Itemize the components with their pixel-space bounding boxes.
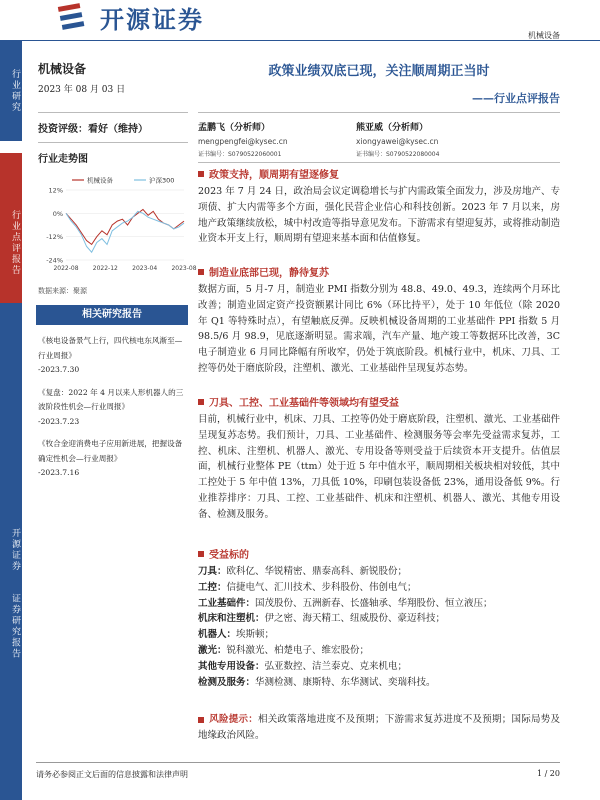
beneficiary-row xyxy=(198,611,560,627)
section-beneficiary-sectors xyxy=(198,394,560,523)
section-body: 目前，机械行业中，机床、刀具、工控等仍处于磨底阶段，注塑机、激光、工业基础件呈现复苏态势。我们预计，刀具、工业基础件、检测服务等会率先受益需求复苏，工控、机床、注塑机、机器人、激光、专用设备等则受益于后续资本开支提升。估值层面，机械行业整体 PE（ttm）处于近 5 年中值水平，顺周期相关板块相对较低，其中工控处于 5 年中值 13%，刀具低 10%，印刷包装设备低 23%，通用设备低 9%。行业推荐排序：刀具、工控、工业基础件、机床和注塑机、机器人、激光、其他专用设备、检测及服务。 xyxy=(198,414,560,520)
analyst-email[interactable]: mengpengfei@kysec.cn xyxy=(198,137,288,146)
beneficiary-row xyxy=(198,643,560,659)
header-divider xyxy=(0,40,600,41)
risk-body: 相关政策落地进度不及预期；下游需求复苏进度不及预期；国际局势及地缘政治风险。 xyxy=(198,714,560,741)
trend-chart-title: 行业走势图 xyxy=(38,154,88,165)
trend-chart-svg xyxy=(36,172,197,282)
beneficiary-stocks: 欧科亿、华锐精密、鼎泰高科、新锐股份； xyxy=(226,566,408,577)
beneficiary-row xyxy=(198,627,560,643)
footer-divider xyxy=(36,762,560,763)
report-title: 政策业绩双底已现，关注顺周期正当时 xyxy=(268,64,490,79)
section-beneficiary-stocks xyxy=(198,546,560,690)
legend-label: 机械设备 xyxy=(87,176,113,185)
related-report-date: -2023.7.23 xyxy=(38,416,80,426)
section-heading xyxy=(198,394,560,409)
section-heading xyxy=(198,546,560,561)
industry-name: 机械设备 xyxy=(38,62,87,76)
logo-text: 开源证券 xyxy=(100,5,204,34)
related-report-title[interactable]: 《复盘：2022 年 4 月以来人形机器人的三波阶段性机会—行业周报》 xyxy=(38,387,184,411)
section-risk xyxy=(198,712,560,744)
brand-logo xyxy=(56,0,204,34)
beneficiary-row xyxy=(198,564,560,580)
related-report-title[interactable]: 《核电设备景气上行，四代核电东风渐至—行业周报》 xyxy=(38,336,183,360)
analyst-name: 孟鹏飞（分析师） xyxy=(198,123,271,133)
related-research-header: 相关研究报告 xyxy=(36,305,188,325)
investment-rating: 投资评级：看好（维持） xyxy=(38,124,148,135)
bullet-square-icon xyxy=(198,269,204,275)
side-label-industry-research: 行业研究 xyxy=(0,41,22,141)
y-tick-label: 12% xyxy=(48,186,63,195)
analyst-cert: 证书编号：S0790522060001 xyxy=(198,151,282,158)
analyst-card xyxy=(198,120,338,158)
risk-text xyxy=(198,712,560,744)
section-policy xyxy=(198,166,560,247)
series-line-csi300 xyxy=(66,211,184,252)
section-heading-text: 刀具、工控、工业基础件等领域均有望受益 xyxy=(209,398,399,409)
side-label-brand xyxy=(0,303,22,800)
logo-mark-icon xyxy=(56,2,94,32)
beneficiary-category: 刀具： xyxy=(198,566,227,577)
side-label-report-type: 行业点评报告 xyxy=(0,153,22,303)
analyst-cert: 证书编号：S0790522080004 xyxy=(356,151,440,158)
beneficiary-stocks: 弘亚数控、洁兰泰克、克来机电； xyxy=(264,660,408,672)
beneficiary-row xyxy=(198,596,560,612)
legend-label: 沪深300 xyxy=(149,176,175,185)
y-tick-label: -24% xyxy=(46,256,63,265)
x-tick-label: 2023-04 xyxy=(132,265,158,272)
side-label-securities-report: 证券研究报告 xyxy=(10,593,20,660)
bullet-square-icon xyxy=(198,717,204,723)
beneficiary-list xyxy=(198,564,560,690)
beneficiary-category: 工业基础件： xyxy=(198,597,256,609)
beneficiary-stocks: 锐科激光、柏楚电子、维宏股份； xyxy=(226,644,370,656)
beneficiary-stocks: 国茂股份、五洲新春、长盛轴承、华翔股份、恒立液压； xyxy=(255,597,493,609)
beneficiary-row xyxy=(198,580,560,596)
footer-disclaimer: 请务必参阅正文后面的信息披露和法律声明 xyxy=(36,770,188,779)
risk-heading: 风险提示： xyxy=(209,714,258,725)
related-report-title[interactable]: 《牧合金迎消费电子应用新进展，把握设备确定性机会—行业周报》 xyxy=(38,439,183,463)
related-report-date: -2023.7.16 xyxy=(38,468,80,477)
section-heading-text: 受益标的 xyxy=(209,550,249,561)
x-tick-label: 2022-08 xyxy=(53,265,79,272)
industry-trend-chart xyxy=(36,172,197,282)
bullet-square-icon xyxy=(198,171,204,177)
report-date: 2023 年 08 月 03 日 xyxy=(38,85,126,95)
beneficiary-stocks: 伊之密、海天精工、纽威股份、豪迈科技； xyxy=(264,613,446,625)
beneficiary-category: 工控： xyxy=(198,581,227,593)
section-heading xyxy=(198,166,560,181)
beneficiary-category: 机器人： xyxy=(198,629,237,641)
bullet-square-icon xyxy=(198,551,204,557)
beneficiary-stocks: 华测检测、康斯特、东华测试、奕瑞科技。 xyxy=(255,676,436,688)
section-heading-text: 政策支持，顺周期有望逐修复 xyxy=(209,170,339,181)
beneficiary-row xyxy=(198,659,560,675)
divider xyxy=(198,112,560,113)
analyst-name: 熊亚威（分析师） xyxy=(356,123,429,133)
section-body: 2023 年 7 月 24 日，政治局会议定调稳增长与扩内需政策全面发力，涉及房地产、专项债、扩大内需等多个方面，强化民营企业信心和科技创新。2023 年 7 月以来，房地产政策继续放松，城中村改造等指导意见发布。下游需求有望迎复苏，或将推动制造业资本开支上行，顺周期有望迎来基本面和估值修复。 xyxy=(198,186,560,245)
report-subtitle: ——行业点评报告 xyxy=(472,92,560,105)
category-tag: 机械设备 xyxy=(528,31,560,40)
section-body: 数据方面，5 月-7 月，制造业 PMI 指数分别为 48.8、49.0、49.3，连续两个月环比改善；制造业固定资产投资额累计同比 6%（环比持平），处于 10 年低位（除 2020 年 Q1 等特殊时点），有望触底反弹。反映机械设备周期的工业基础件 PPI 指数 5 月 98.5/6 月 98.9，见底逐渐明显。需求端，汽车产量、地产竣工等数据环比改善，3C 电子制造业 6 月同比降幅有所收窄，仍处于筑底阶段。机械行业中，机床、刀具、工控等仍处于磨底阶段，注塑机、激光、工业基础件呈现复苏态势。 xyxy=(198,284,560,374)
data-source: 数据来源：聚源 xyxy=(38,287,87,295)
section-manufacturing xyxy=(198,264,560,377)
left-side-bar xyxy=(0,41,22,800)
beneficiary-category: 激光： xyxy=(198,644,227,656)
analyst-email[interactable]: xiongyawei@kysec.cn xyxy=(356,137,439,146)
beneficiary-stocks: 埃斯顿； xyxy=(236,629,275,641)
page-number: 1 / 20 xyxy=(536,769,560,778)
related-report-item[interactable] xyxy=(38,437,188,481)
related-report-date: -2023.7.30 xyxy=(38,365,80,374)
divider xyxy=(198,162,560,163)
x-tick-label: 2022-12 xyxy=(92,265,118,272)
divider xyxy=(38,112,188,113)
section-heading-text: 制造业底部已现，静待复苏 xyxy=(209,268,329,279)
related-report-item[interactable] xyxy=(38,334,188,378)
beneficiary-category: 检测及服务： xyxy=(198,676,256,688)
beneficiary-stocks: 信捷电气、汇川技术、步科股份、伟创电气； xyxy=(226,581,417,593)
x-tick-label: 2023-08 xyxy=(171,265,197,272)
beneficiary-category: 其他专用设备： xyxy=(198,660,265,672)
beneficiary-row xyxy=(198,675,560,691)
analyst-card xyxy=(356,120,506,158)
beneficiary-category: 机床和注塑机： xyxy=(198,613,265,625)
related-research-list xyxy=(38,334,188,481)
related-report-item[interactable] xyxy=(38,386,188,430)
divider xyxy=(38,142,188,143)
section-heading xyxy=(198,264,560,279)
y-tick-label: -12% xyxy=(46,233,63,242)
bullet-square-icon xyxy=(198,399,204,405)
side-label-brand-name: 开源证券 xyxy=(10,528,20,573)
y-tick-label: 0% xyxy=(52,209,63,218)
